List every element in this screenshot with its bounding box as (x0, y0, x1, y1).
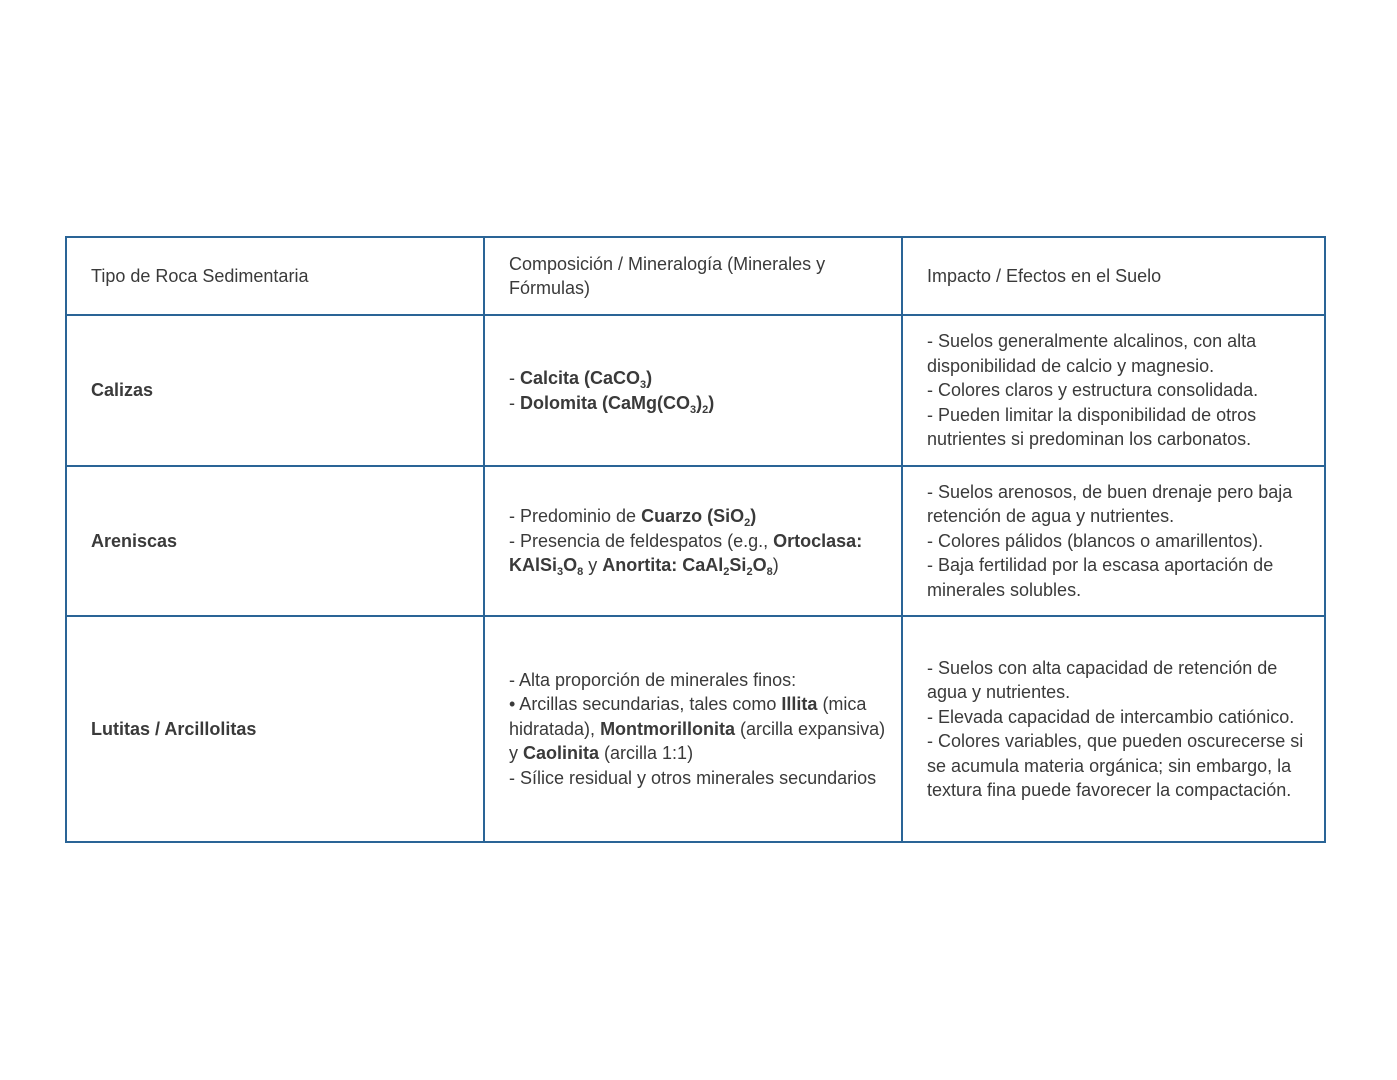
table-row-lutitas (66, 616, 1325, 842)
sedimentary-rock-table (65, 236, 1326, 843)
impact-line: - Colores claros y estructura consolidada. (927, 380, 1259, 401)
impact-line: - Elevada capacidad de intercambio catiónico. (927, 706, 1295, 727)
composition-line: - Sílice residual y otros minerales secundarios (509, 767, 877, 788)
rock-name-cell: Calizas (66, 315, 484, 466)
rock-name-cell: Lutitas / Arcillolitas (66, 616, 484, 842)
impact-line: - Suelos arenosos, de buen drenaje pero baja retención de agua y nutrientes. (927, 481, 1293, 527)
impact-line: - Colores variables, que pueden oscurecerse si se acumula materia orgánica; sin embargo, la textura fina puede favorecer la compactación. (927, 731, 1304, 800)
composition-cell (484, 315, 902, 466)
composition-cell (484, 466, 902, 616)
composition-line: - Presencia de feldespatos (e.g., Ortoclasa: $KAlSi_3O_8$ y Anortita: $CaAl_2Si_2O_8$) (509, 530, 863, 579)
impact-line: - Suelos generalmente alcalinos, con alta disponibilidad de calcio y magnesio. (927, 331, 1257, 376)
impact-cell (902, 616, 1325, 842)
header-composition: Composición / Mineralogía (Minerales y Fórmulas) (484, 237, 902, 315)
impact-cell (902, 466, 1325, 616)
table-header-row (66, 237, 1325, 315)
impact-cell (902, 315, 1325, 466)
composition-line: • Arcillas secundarias, tales como Illita (mica hidratada), Montmorillonita (arcilla expansiva) y Caolinita (arcilla 1:1) (509, 694, 886, 764)
composition-line: - Predominio de Cuarzo (SiO$_2$) (509, 506, 757, 530)
header-rock-type: Tipo de Roca Sedimentaria (66, 237, 484, 315)
impact-line: - Colores pálidos (blancos o amarillentos). (927, 530, 1264, 551)
impact-line: - Suelos con alta capacidad de retención de agua y nutrientes. (927, 657, 1278, 702)
impact-line: - Pueden limitar la disponibilidad de otros nutrientes si predominan los carbonatos. (927, 404, 1257, 450)
composition-line: - Dolomita $(CaMg(CO_3)_2)$ (509, 392, 715, 416)
table-row-areniscas (66, 466, 1325, 616)
composition-line: - Calcita (CaCO$_3$) (509, 368, 653, 391)
composition-cell (484, 616, 902, 842)
rock-name-cell: Areniscas (66, 466, 484, 616)
composition-line: - Alta proporción de minerales finos: (509, 669, 797, 690)
header-impact: Impacto / Efectos en el Suelo (902, 237, 1325, 315)
table-row-calizas (66, 315, 1325, 466)
impact-line: - Baja fertilidad por la escasa aportación de minerales solubles. (927, 555, 1274, 600)
